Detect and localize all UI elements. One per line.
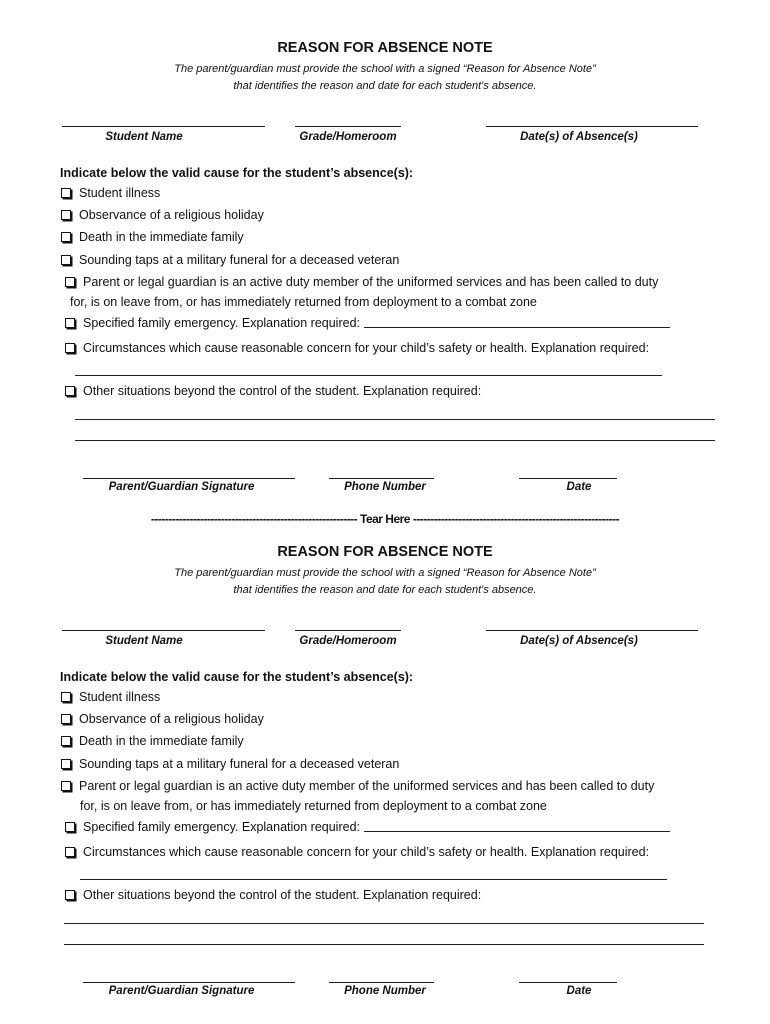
checkbox-icon[interactable] xyxy=(61,692,71,702)
option-death-in-family[interactable] xyxy=(61,227,244,247)
phone-number-line[interactable] xyxy=(329,478,434,479)
note-subtitle-line-1: The parent/guardian must provide the school with a signed “Reason for Absence Note” xyxy=(174,63,596,75)
parent-signature-line[interactable] xyxy=(83,982,295,983)
grade-homeroom-label: Grade/Homeroom xyxy=(299,635,397,647)
option-label: Other situations beyond the control of the student. Explanation required: xyxy=(83,888,482,902)
grade-homeroom-line[interactable] xyxy=(295,630,401,631)
option-label: Observance of a religious holiday xyxy=(79,712,264,726)
option-label: Student illness xyxy=(79,186,161,200)
option-label: Other situations beyond the control of the student. Explanation required: xyxy=(83,384,482,398)
family-emergency-explanation-line[interactable] xyxy=(364,819,670,832)
option-active-duty-continued: for, is on leave from, or has immediately returned from deployment to a combat zone xyxy=(80,799,547,813)
checkbox-icon[interactable] xyxy=(65,822,75,832)
absence-dates-label: Date(s) of Absence(s) xyxy=(520,131,638,143)
other-explanation-line-2[interactable] xyxy=(75,440,715,441)
option-label: Specified family emergency. Explanation required: xyxy=(83,316,360,330)
absence-dates-line[interactable] xyxy=(486,630,698,631)
option-safety-concern[interactable] xyxy=(65,338,649,358)
option-label: Sounding taps at a military funeral for a deceased veteran xyxy=(79,757,400,771)
absence-dates-line[interactable] xyxy=(486,126,698,127)
signature-date-label: Date xyxy=(566,481,592,493)
signature-date-label: Date xyxy=(566,985,592,997)
option-family-emergency[interactable] xyxy=(65,817,670,837)
option-other-situations[interactable] xyxy=(65,885,481,905)
phone-number-label: Phone Number xyxy=(344,985,426,997)
option-death-in-family[interactable] xyxy=(61,731,244,751)
checkbox-icon[interactable] xyxy=(65,847,75,857)
phone-number-label: Phone Number xyxy=(344,481,426,493)
signature-date-line[interactable] xyxy=(519,478,617,479)
checkbox-icon[interactable] xyxy=(61,255,71,265)
option-label: Circumstances which cause reasonable concern for your child’s safety or health. Explanation required: xyxy=(83,341,650,355)
student-name-line[interactable] xyxy=(62,126,265,127)
phone-number-line[interactable] xyxy=(329,982,434,983)
note-subtitle-line-2: that identifies the reason and date for each student's absence. xyxy=(233,584,537,596)
other-explanation-line-1[interactable] xyxy=(75,419,715,420)
checkbox-icon[interactable] xyxy=(61,188,71,198)
option-student-illness[interactable] xyxy=(61,687,160,707)
checkbox-icon[interactable] xyxy=(65,890,75,900)
option-active-duty-continued: for, is on leave from, or has immediately returned from deployment to a combat zone xyxy=(70,295,537,309)
option-label: Parent or legal guardian is an active duty member of the uniformed services and has been called to duty xyxy=(83,275,659,289)
checkbox-icon[interactable] xyxy=(61,714,71,724)
note-title: REASON FOR ABSENCE NOTE xyxy=(277,40,493,56)
option-other-situations[interactable] xyxy=(65,381,481,401)
checkbox-icon[interactable] xyxy=(65,386,75,396)
option-label: Parent or legal guardian is an active duty member of the uniformed services and has been called to duty xyxy=(79,779,655,793)
note-subtitle-line-1: The parent/guardian must provide the school with a signed “Reason for Absence Note” xyxy=(174,567,596,579)
option-religious-holiday[interactable] xyxy=(61,709,264,729)
option-safety-concern[interactable] xyxy=(65,842,649,862)
checkbox-icon[interactable] xyxy=(65,277,75,287)
checkbox-icon[interactable] xyxy=(61,210,71,220)
safety-explanation-line[interactable] xyxy=(75,375,662,376)
student-name-line[interactable] xyxy=(62,630,265,631)
option-family-emergency[interactable] xyxy=(65,313,670,333)
grade-homeroom-label: Grade/Homeroom xyxy=(299,131,397,143)
family-emergency-explanation-line[interactable] xyxy=(364,315,670,328)
absence-dates-label: Date(s) of Absence(s) xyxy=(520,635,638,647)
option-label: Observance of a religious holiday xyxy=(79,208,264,222)
instruction-text: Indicate below the valid cause for the student’s absence(s): xyxy=(60,166,414,180)
checkbox-icon[interactable] xyxy=(61,759,71,769)
other-explanation-line-1[interactable] xyxy=(64,923,704,924)
other-explanation-line-2[interactable] xyxy=(64,944,704,945)
option-religious-holiday[interactable] xyxy=(61,205,264,225)
parent-signature-line[interactable] xyxy=(83,478,295,479)
option-active-duty[interactable] xyxy=(61,776,654,796)
option-label: Circumstances which cause reasonable concern for your child’s safety or health. Explanation required: xyxy=(83,845,650,859)
option-label: Specified family emergency. Explanation required: xyxy=(83,820,360,834)
tear-here-line: ----------------------------------------------------------- Tear Here ----------------------------------------------------------- xyxy=(150,512,620,526)
student-name-label: Student Name xyxy=(105,131,183,143)
safety-explanation-line[interactable] xyxy=(80,879,667,880)
checkbox-icon[interactable] xyxy=(65,318,75,328)
checkbox-icon[interactable] xyxy=(61,232,71,242)
option-military-funeral[interactable] xyxy=(61,250,399,270)
option-student-illness[interactable] xyxy=(61,183,160,203)
note-subtitle-line-2: that identifies the reason and date for each student's absence. xyxy=(233,80,537,92)
checkbox-icon[interactable] xyxy=(65,343,75,353)
option-label: Death in the immediate family xyxy=(79,734,244,748)
checkbox-icon[interactable] xyxy=(61,781,71,791)
option-label: Student illness xyxy=(79,690,161,704)
option-label: Sounding taps at a military funeral for a deceased veteran xyxy=(79,253,400,267)
instruction-text: Indicate below the valid cause for the student’s absence(s): xyxy=(60,670,414,684)
option-label: Death in the immediate family xyxy=(79,230,244,244)
option-military-funeral[interactable] xyxy=(61,754,399,774)
student-name-label: Student Name xyxy=(105,635,183,647)
parent-signature-label: Parent/Guardian Signature xyxy=(108,985,255,997)
grade-homeroom-line[interactable] xyxy=(295,126,401,127)
note-title: REASON FOR ABSENCE NOTE xyxy=(277,544,493,560)
checkbox-icon[interactable] xyxy=(61,736,71,746)
signature-date-line[interactable] xyxy=(519,982,617,983)
parent-signature-label: Parent/Guardian Signature xyxy=(108,481,255,493)
option-active-duty[interactable] xyxy=(65,272,658,292)
